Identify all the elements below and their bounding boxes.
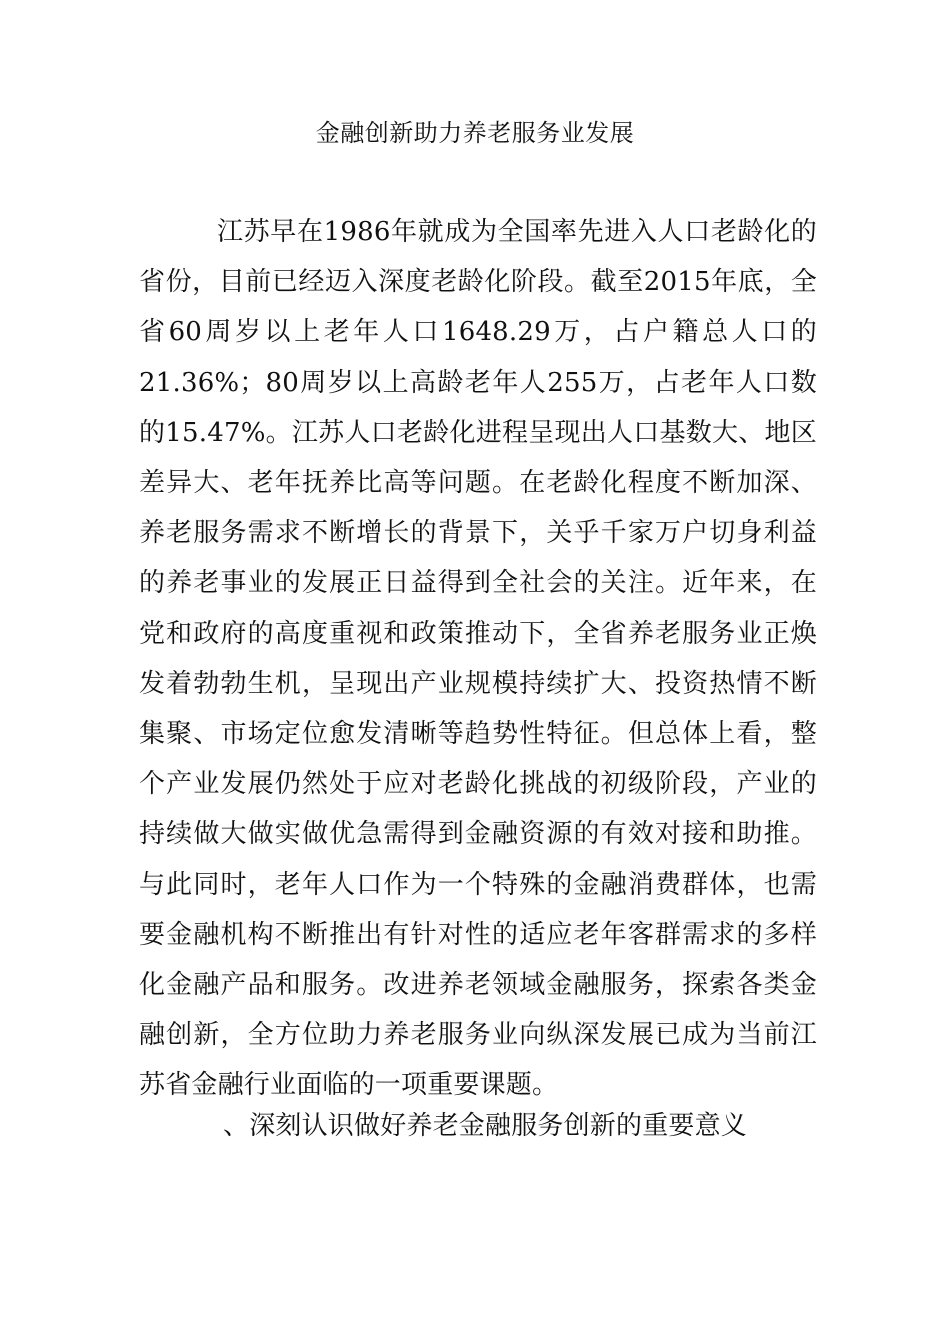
section-heading: 、深刻认识做好养老金融服务创新的重要意义 bbox=[223, 1111, 748, 1141]
body-paragraph: 江苏早在1986年就成为全国率先进入人口老龄化的省份，目前已经迈入深度老龄化阶段。截至2015年底，全省60周岁以上老年人口1648.29万，占户籍总人口的21.36%；80周岁以上高龄老年人255万，占老年人口数的15.47%。江苏人口老龄化进程呈现出人口基数大、地区差异大、老年抚养比高等问题。在老龄化程度不断加深、养老服务需求不断增长的背景下，关乎千家万户切身利益的养老事业的发展正日益得到全社会的关注。近年来，在党和政府的高度重视和政策推动下，全省养老服务业正焕发着勃勃生机，呈现出产业规模持续扩大、投资热情不断集聚、市场定位愈发清晰等趋势性特征。但总体上看，整个产业发展仍然处于应对老龄化挑战的初级阶段，产业的持续做大做实做优急需得到金融资源的有效对接和助推。与此同时，老年人口作为一个特殊的金融消费群体，也需要金融机构不断推出有针对性的适应老年客群需求的多样化金融产品和服务。改进养老领域金融服务，探索各类金融创新，全方位助力养老服务业向纵深发展已成为当前江苏省金融行业面临的一项重要课题。 bbox=[139, 217, 817, 1101]
document-title: 金融创新助力养老服务业发展 bbox=[315, 119, 635, 147]
